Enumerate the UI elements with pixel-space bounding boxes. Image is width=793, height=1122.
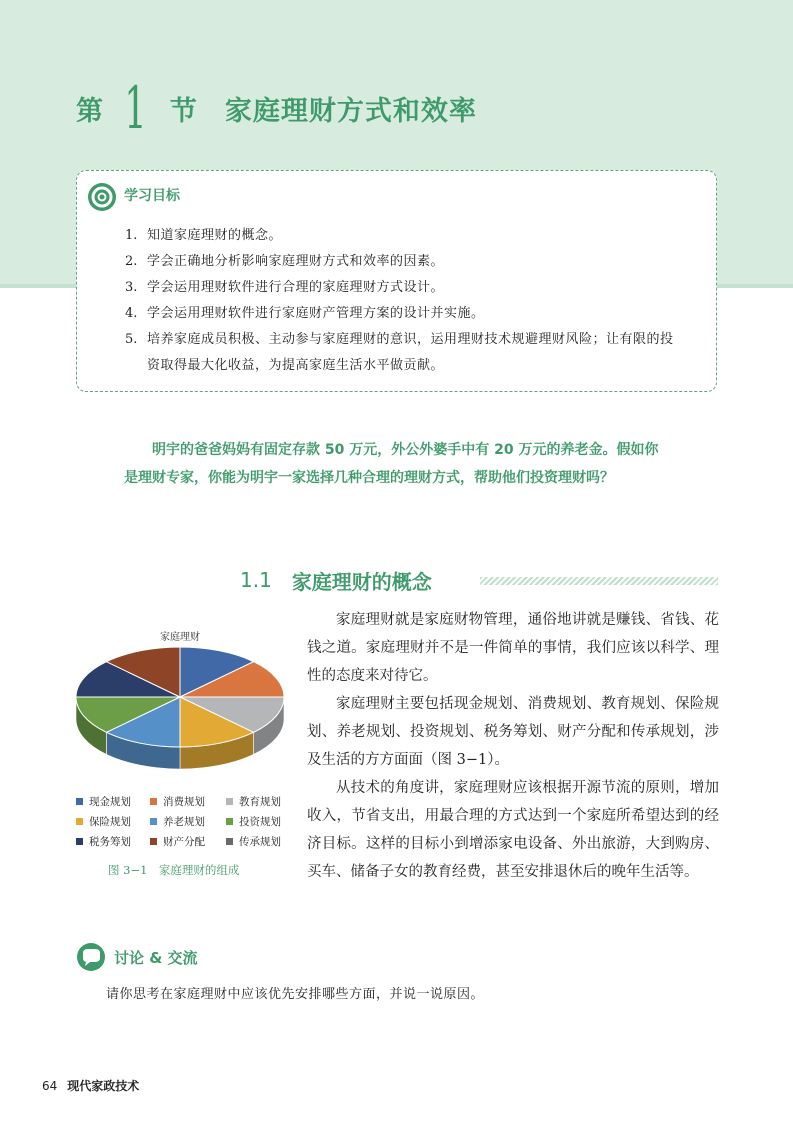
chart-title: 家庭理财 xyxy=(160,632,200,643)
goal-item xyxy=(125,249,685,275)
legend-item xyxy=(150,814,226,829)
page-number: 64 xyxy=(42,1078,58,1093)
discussion-heading xyxy=(76,942,198,972)
section-prefix: 第 xyxy=(76,95,103,127)
subsection-title: 家庭理财的概念 xyxy=(291,569,432,594)
goal-item xyxy=(125,275,685,301)
legend-item xyxy=(150,834,226,849)
section-suffix: 节 xyxy=(169,95,197,127)
legend-swatch xyxy=(76,818,83,825)
legend-label: 现金规划 xyxy=(89,796,131,808)
goal-item xyxy=(125,301,685,327)
goal-item xyxy=(125,223,685,249)
speech-bubble-icon xyxy=(76,942,106,972)
subsection-number: 1.1 xyxy=(240,568,272,592)
goal-text: 学会正确地分析影响家庭理财方式和效率的因素。 xyxy=(147,254,445,269)
chart-legend xyxy=(76,794,298,849)
learning-goals-box xyxy=(76,170,717,392)
figure-3-1 xyxy=(66,622,298,882)
legend-item xyxy=(76,814,150,829)
goal-number: 3. xyxy=(125,280,138,295)
section-heading: 家庭理财方式和效率 xyxy=(224,95,477,127)
figure-caption: 图 3−1 家庭理财的组成 xyxy=(108,863,240,877)
legend-label: 消费规划 xyxy=(163,796,205,808)
intro-line-2: 是理财专家，你能为明宇一家选择几种合理的理财方式，帮助他们投资理财吗？ xyxy=(124,470,614,486)
legend-label: 传承规划 xyxy=(239,836,281,848)
pie-chart xyxy=(66,642,298,792)
legend-swatch xyxy=(150,818,157,825)
heading-decoration xyxy=(480,577,718,585)
learning-goals-list xyxy=(125,223,685,379)
learning-goals-title: 学习目标 xyxy=(124,188,180,204)
goal-text: 培养家庭成员积极、主动参与家庭理财的意识，运用理财技术规避理财风险；让有限的投资取得最大化收益，为提高家庭生活水平做贡献。 xyxy=(147,332,674,373)
legend-item xyxy=(150,794,226,809)
legend-item xyxy=(226,834,298,849)
target-icon xyxy=(87,182,117,212)
legend-label: 投资规划 xyxy=(239,816,281,828)
legend-item xyxy=(76,794,150,809)
goal-text: 学会运用理财软件进行合理的家庭理财方式设计。 xyxy=(147,280,445,295)
legend-item xyxy=(76,834,150,849)
section-title xyxy=(76,74,477,142)
goal-text: 知道家庭理财的概念。 xyxy=(147,228,283,243)
intro-line-1: 明宇的爸爸妈妈有固定存款 50 万元，外公外婆手中有 20 万元的养老金。假如你 xyxy=(152,442,659,458)
book-title: 现代家政技术 xyxy=(67,1079,140,1093)
discussion-prompt: 请你思考在家庭理财中应该优先安排哪些方面，并说一说原因。 xyxy=(106,987,485,1002)
intro-question xyxy=(124,436,684,492)
legend-label: 保险规划 xyxy=(89,816,131,828)
paragraph: 家庭理财就是家庭财物管理，通俗地讲就是赚钱、省钱、花钱之道。家庭理财并不是一件简单的事情，我们应该以科学、理性的态度来对待它。 xyxy=(307,612,719,684)
legend-swatch xyxy=(226,818,233,825)
goal-number: 5. xyxy=(125,332,138,347)
goal-number: 4. xyxy=(125,306,138,321)
page-footer xyxy=(42,1077,139,1094)
legend-item xyxy=(226,794,298,809)
goal-item xyxy=(125,327,685,379)
legend-swatch xyxy=(226,838,233,845)
goal-text: 学会运用理财软件进行家庭财产管理方案的设计并实施。 xyxy=(147,306,485,321)
section-number: 1 xyxy=(124,74,147,142)
legend-swatch xyxy=(76,838,83,845)
legend-swatch xyxy=(76,798,83,805)
legend-label: 养老规划 xyxy=(163,816,205,828)
legend-label: 财产分配 xyxy=(163,836,205,848)
legend-label: 税务筹划 xyxy=(89,836,131,848)
legend-swatch xyxy=(150,838,157,845)
discussion-title: 讨论 & 交流 xyxy=(114,948,198,967)
legend-label: 教育规划 xyxy=(239,796,281,808)
goal-number: 1. xyxy=(125,228,138,243)
legend-item xyxy=(226,814,298,829)
subsection-heading xyxy=(240,560,432,600)
legend-swatch xyxy=(226,798,233,805)
paragraph: 从技术的角度讲，家庭理财应该根据开源节流的原则，增加收入，节省支出，用最合理的方式达到一个家庭所希望达到的经济目标。这样的目标小到增添家电设备、外出旅游，大到购房、买车、储备子女的教育经费，甚至安排退休后的晚年生活等。 xyxy=(307,780,719,880)
body-text xyxy=(307,606,719,886)
goal-number: 2. xyxy=(125,254,138,269)
paragraph: 家庭理财主要包括现金规划、消费规划、教育规划、保险规划、养老规划、投资规划、税务筹划、财产分配和传承规划，涉及生活的方方面面（图 3−1）。 xyxy=(307,696,719,768)
legend-swatch xyxy=(150,798,157,805)
